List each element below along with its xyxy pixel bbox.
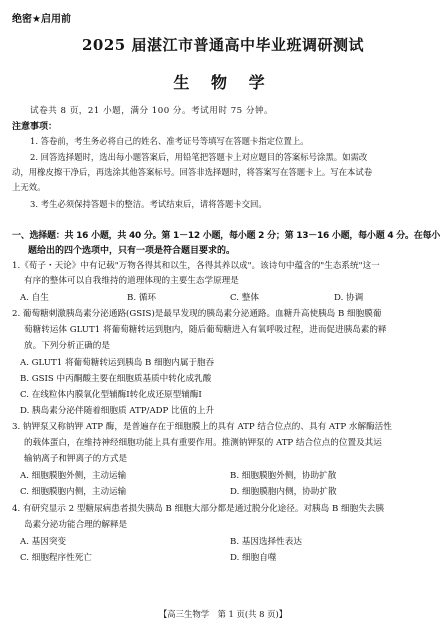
- question-4-option-d: D. 细胞自噬: [230, 553, 277, 563]
- question-2-stem-line-2: 萄糖转运体 GLUT1 将葡萄糖转运到胞内，随后葡萄糖进入有氧呼吸过程，进而促进胰岛素的释: [24, 325, 387, 335]
- question-4-option-a: A. 基因突变: [20, 537, 67, 547]
- question-1-option-b: B. 循环: [127, 293, 156, 303]
- note-line-2: 2. 回答选择题时，选出每小题答案后，用铅笔把答题卡上对应题目的答案标号涂黑。如需改: [30, 152, 368, 162]
- note-line-1: 1. 答卷前，考生务必将自己的姓名、准考证号等填写在答题卡指定位置上。: [30, 136, 309, 146]
- question-4-option-c: C. 细胞程序性死亡: [20, 553, 92, 563]
- question-3-option-c: C. 细胞膜胞内侧，主动运输: [20, 487, 127, 497]
- page-footer: 【高三生物学 第 1 页(共 8 页)】: [158, 609, 288, 619]
- question-3-option-a: A. 细胞膜胞外侧，主动运输: [20, 471, 127, 481]
- question-2-option-d: D. 胰岛素分泌伴随着细胞质 ATP/ADP 比值的上升: [20, 406, 215, 416]
- notes-heading: 注意事项：: [12, 122, 58, 132]
- subject-title: 生 物 学: [173, 73, 273, 92]
- question-4-stem-line-1: 4. 有研究显示 2 型糖尿病患者损失胰岛 B 细胞大部分都是通过脱分化途径。对胰岛 B 细胞失去胰: [12, 504, 384, 514]
- exam-title: 2025 届湛江市普通高中毕业班调研测试: [82, 36, 364, 54]
- question-2-option-a: A. GLUT1 将葡萄糖转运到胰岛 B 细胞内属于胞吞: [20, 358, 215, 368]
- question-2-stem-line-1: 2. 葡萄糖刺激胰岛素分泌通路(GSIS)是最早发现的胰岛素分泌通路。血糖升高使胰岛 B 细胞膜葡: [12, 309, 382, 319]
- question-1-stem-line-2: 有序的整体可以自我维持的道理体现的主要生态学原理是: [24, 276, 239, 286]
- question-4-option-b: B. 基因选择性表达: [230, 537, 302, 547]
- secret-label: 绝密★启用前: [12, 14, 71, 25]
- section-heading-line-1: 一、选择题：共 16 小题，共 40 分。第 1－12 小题，每小题 2 分；第 13－16 小题，每小题 4 分。在每小: [12, 231, 441, 241]
- question-2-stem-line-3: 放。下列分析正确的是: [24, 341, 110, 351]
- note-line-4: 上无效。: [12, 182, 46, 192]
- question-1-option-a: A. 自生: [20, 293, 49, 303]
- question-1-option-d: D. 协调: [334, 293, 364, 303]
- note-line-5: 3. 考生必须保持答题卡的整洁。考试结束后，请将答题卡交回。: [30, 199, 267, 209]
- section-heading-line-2: 题给出的四个选项中，只有一项是符合题目要求的。: [28, 246, 236, 256]
- question-3-stem-line-2: 的载体蛋白，在维持神经细胞功能上具有重要作用。推测钠钾泵的 ATP 结合位点的位置及其运: [24, 438, 382, 448]
- question-3-stem-line-3: 输钠离子和钾离子的方式是: [24, 454, 128, 464]
- question-2-option-b: B. GSIS 中丙酮酸主要在细胞质基质中转化成乳酸: [20, 374, 212, 384]
- question-2-option-c: C. 在线粒体内膜氧化型辅酶Ⅰ转化成还原型辅酶Ⅰ: [20, 390, 202, 400]
- question-1-option-c: C. 整体: [230, 293, 259, 303]
- question-1-stem-line-1: 1.《荀子・天论》中有记载"万物各得其和以生，各得其养以成"。该诗句中蕴含的"生态系统"这一: [12, 261, 380, 271]
- question-3-option-d: D. 细胞膜胞内侧，协助扩散: [230, 487, 337, 497]
- exam-info: 试卷共 8 页，21 小题，满分 100 分。考试用时 75 分钟。: [30, 106, 274, 116]
- question-4-stem-line-2: 岛素分泌功能合理的解释是: [24, 520, 128, 530]
- note-line-3: 动，用橡皮擦干净后，再选涂其他答案标号。回答非选择题时，将答案写在答题卡上。写在本试卷: [12, 167, 373, 177]
- question-3-stem-line-1: 3. 钠钾泵又称钠钾 ATP 酶，是普遍存在于细胞膜上的具有 ATP 结合位点的、具有 ATP 水解酶活性: [12, 422, 392, 432]
- question-3-option-b: B. 细胞膜胞外侧，协助扩散: [230, 471, 337, 481]
